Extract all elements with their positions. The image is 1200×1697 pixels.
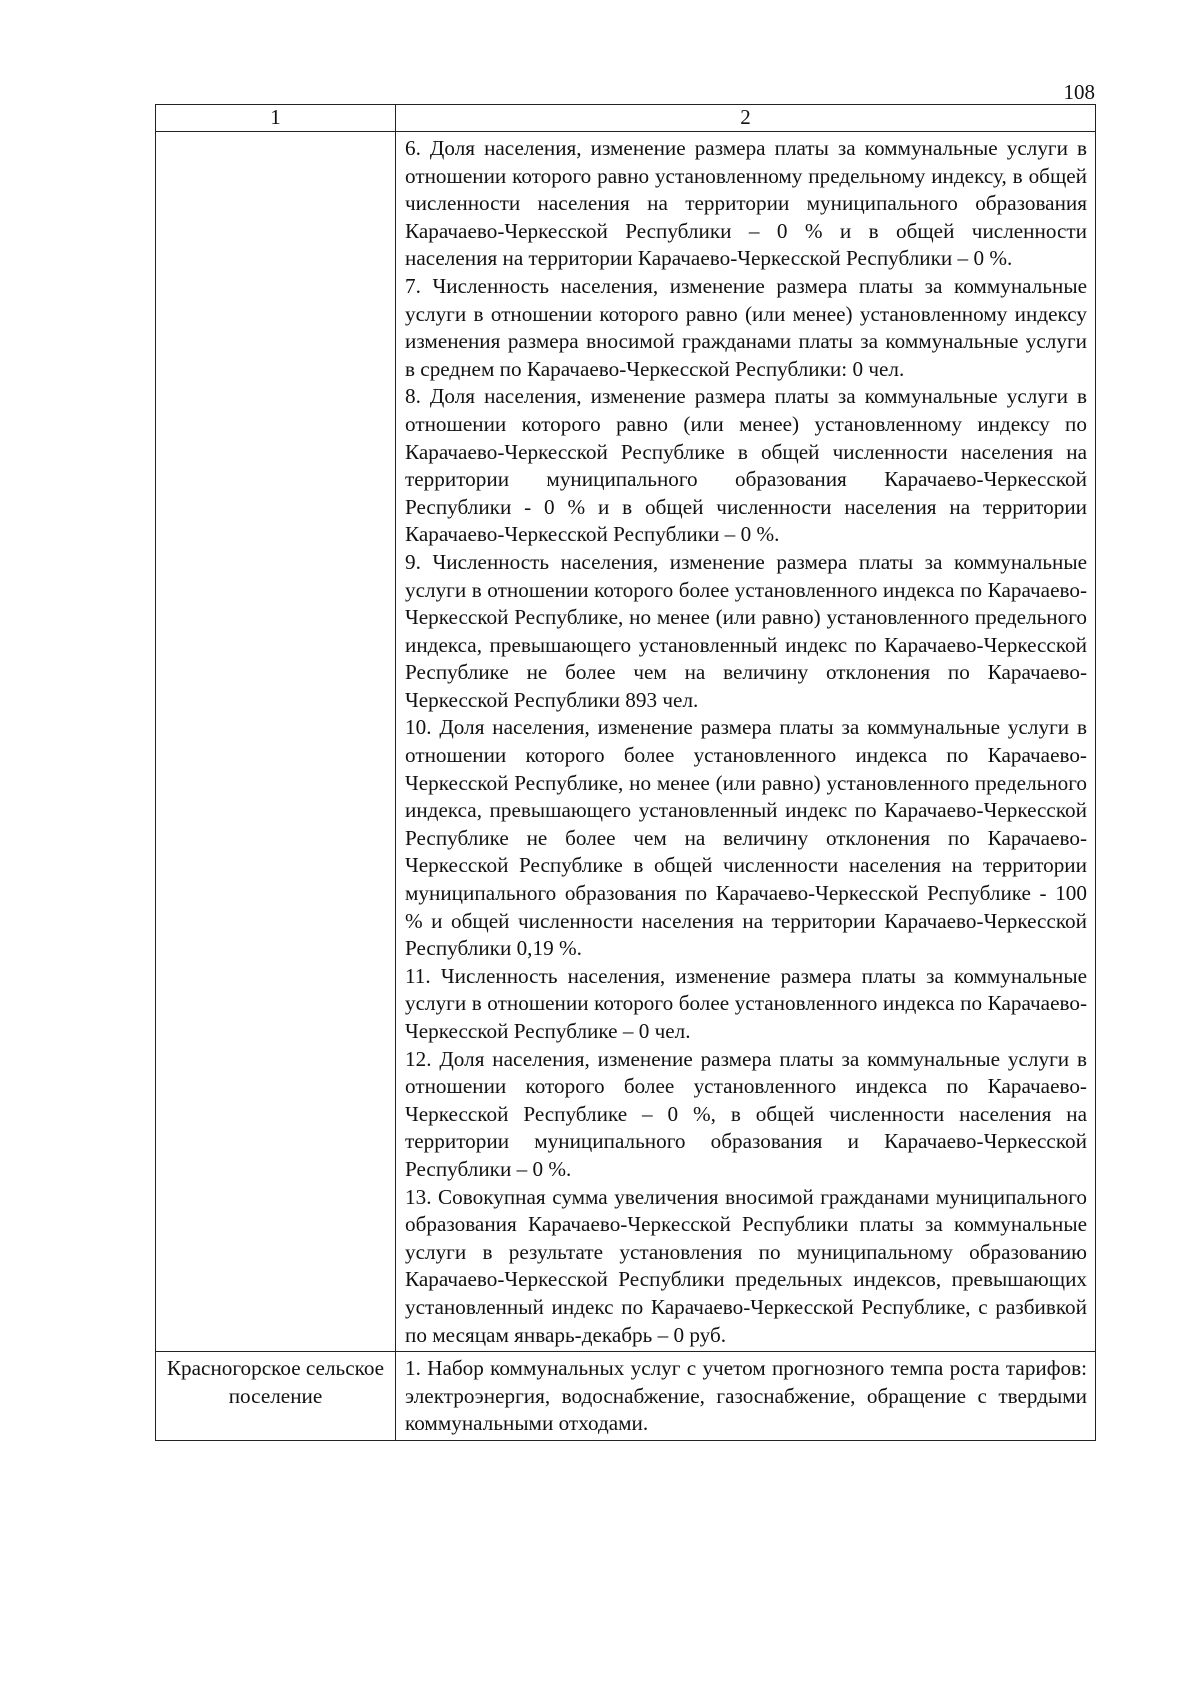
indicator-item: 6. Доля населения, изменение размера платы за коммунальные услуги в отношении которого равно установленному предельному индексу, в общей численности населения на территории муниципального образования Карачаево-Черкесской Республики – 0 % и в общей численности населения на территории Карачаево-Черкесской Республики – 0 %. — [405, 136, 1087, 271]
indicators-table — [155, 104, 1096, 1441]
page-number: 108 — [1063, 80, 1095, 104]
indicator-item: 13. Совокупная сумма увеличения вносимой гражданами муниципального образования Карачаево-Черкесской Республики платы за коммунальные услуги в результате установления по муниципальному образованию Карачаево-Черкесской Республики предельных индексов, превышающих установленный индекс по Карачаево-Черкесской Республике, с разбивкой по месяцам январь-декабрь – 0 руб. — [405, 1184, 1087, 1347]
indicator-item: 11. Численность населения, изменение размера платы за коммунальные услуги в отношении которого более установленного индекса по Карачаево-Черкесской Республике – 0 чел. — [405, 963, 1087, 1043]
indicators-cell — [396, 1352, 1096, 1441]
indicator-item: 10. Доля населения, изменение размера платы за коммунальные услуги в отношении которого более установленного индекса по Карачаево-Черкесской Республике, но менее (или равно) установленного предельного индекса, превышающего установленный индекс по Карачаево-Черкесской Республике не более чем на величину отклонения по Карачаево-Черкесской Республике в общей численности населения на территории муниципального образования по Карачаево-Черкесской Республике - 100 % и общей численности населения на территории Карачаево-Черкесской Республики 0,19 %. — [405, 715, 1087, 961]
municipality-cell — [156, 132, 396, 1352]
indicator-item: 9. Численность населения, изменение размера платы за коммунальные услуги в отношении которого более установленного индекса по Карачаево-Черкесской Республике, но менее (или равно) установленного предельного индекса, превышающего установленный индекс по Карачаево-Черкесской Республике не более чем на величину отклонения по Карачаево-Черкесской Республики 893 чел. — [405, 549, 1087, 712]
indicator-item: 8. Доля населения, изменение размера платы за коммунальные услуги в отношении которого равно (или менее) установленному индексу по Карачаево-Черкесской Республике в общей численности населения на территории муниципального образования Карачаево-Черкесской Республики - 0 % и в общей численности населения на территории Карачаево-Черкесской Республики – 0 %. — [405, 384, 1087, 547]
indicator-item: 7. Численность населения, изменение размера платы за коммунальные услуги в отношении которого равно (или менее) установленному индексу изменения размера вносимой гражданами платы за коммунальные услуги в среднем по Карачаево-Черкесской Республики: 0 чел. — [405, 273, 1087, 381]
table-row — [156, 132, 1096, 1352]
column-header-1: 1 — [156, 105, 396, 132]
table-header-row — [156, 105, 1096, 132]
indicators-cell — [396, 132, 1096, 1352]
indicator-item: 1. Набор коммунальных услуг с учетом прогнозного темпа роста тарифов: электроэнергия, водоснабжение, газоснабжение, обращение с твердыми коммунальными отходами. — [405, 1356, 1087, 1436]
indicator-item: 12. Доля населения, изменение размера платы за коммунальные услуги в отношении которого более установленного индекса по Карачаево-Черкесской Республике – 0 %, в общей численности населения на территории муниципального образования и Карачаево-Черкесской Республики – 0 %. — [405, 1046, 1087, 1181]
table-row — [156, 1352, 1096, 1441]
column-header-2: 2 — [396, 105, 1096, 132]
municipality-cell: Красногорское сельское поселение — [156, 1352, 396, 1441]
